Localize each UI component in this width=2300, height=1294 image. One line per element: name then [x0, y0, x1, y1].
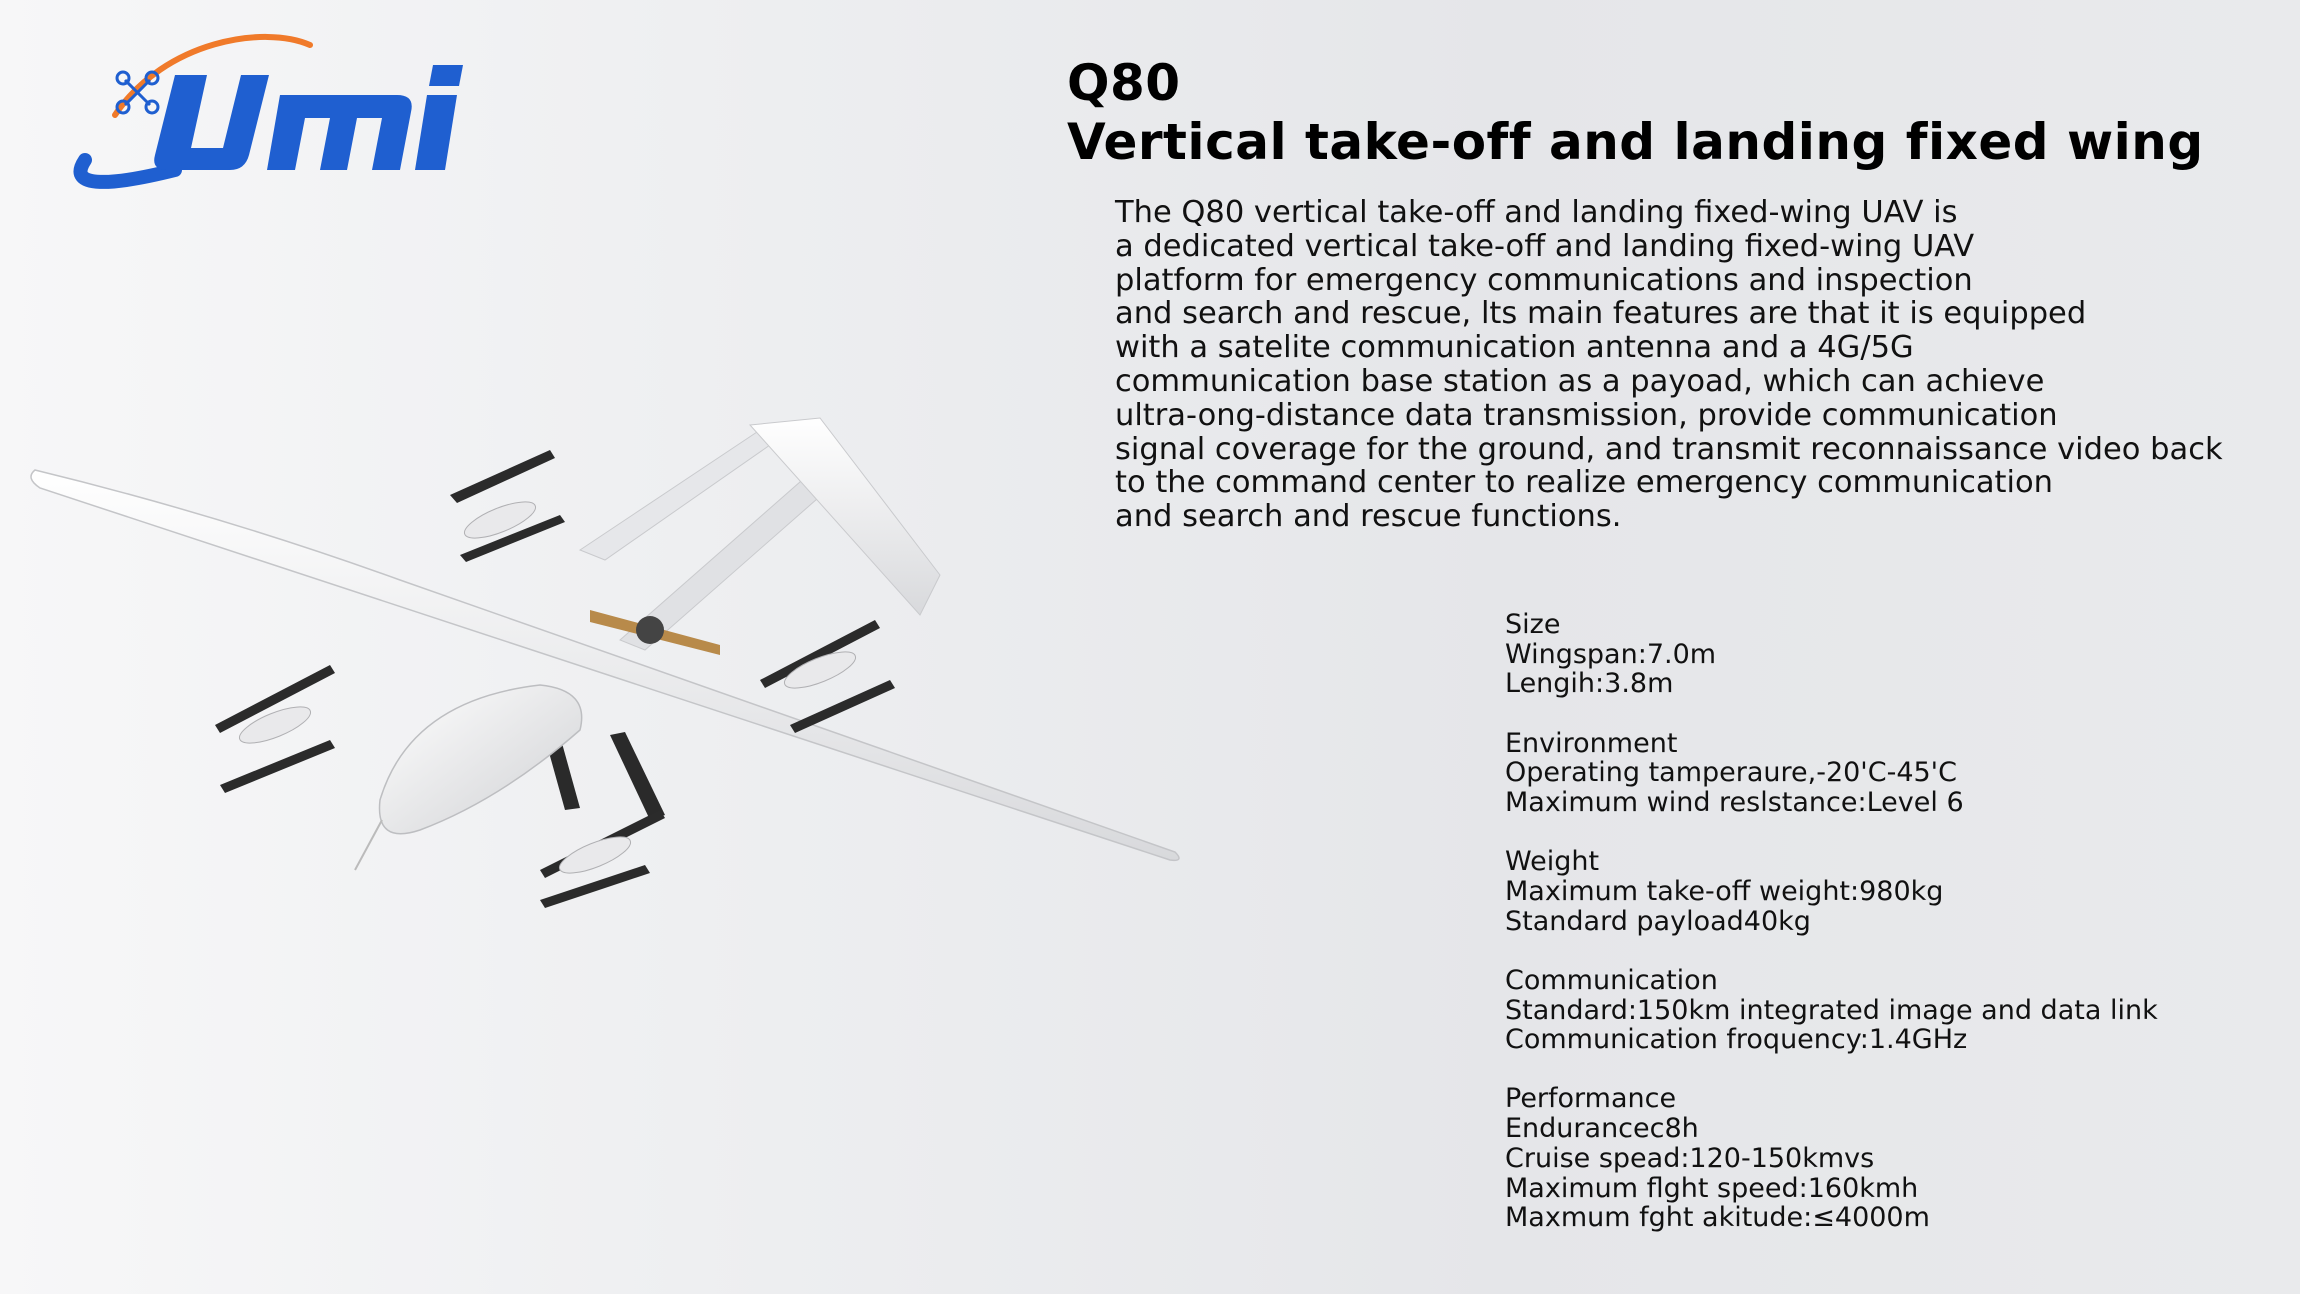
- description-line: a dedicated vertical take-off and landing fixed-wing UAV: [1115, 228, 1975, 264]
- spec-heading: Weight: [1505, 846, 1600, 878]
- spec-item: Cruise spead:120-150kmvs: [1505, 1142, 1875, 1174]
- spec-item: Communication froquency:1.4GHz: [1505, 1024, 1968, 1056]
- description-line: ultra-ong-distance data transmission, provide communication: [1115, 397, 2058, 433]
- product-model: Q80: [1067, 54, 1181, 112]
- spec-group-size: [1505, 610, 2265, 699]
- description-line: platform for emergency communications and inspection: [1115, 262, 1973, 298]
- spec-item: Maxmum fght akitude:≤4000m: [1505, 1202, 1930, 1234]
- description-line: signal coverage for the ground, and transmit reconnaissance video back: [1115, 431, 2223, 467]
- spec-item: Standard:150km integrated image and data link: [1505, 994, 2158, 1026]
- spec-item: Wingspan:7.0m: [1505, 638, 1717, 670]
- spec-item: Operating tamperaure,-20'C-45'C: [1505, 757, 1957, 789]
- description-line: and search and rescue functions.: [1115, 499, 1622, 535]
- spec-item: Maximum wind reslstance:Level 6: [1505, 787, 1964, 819]
- spec-group-weight: [1505, 847, 2265, 936]
- spec-group-performance: [1505, 1084, 2265, 1233]
- title-block: [1067, 55, 2267, 173]
- logo-letter-i-dot-icon: [429, 65, 463, 86]
- spec-heading: Performance: [1505, 1083, 1677, 1115]
- logo-letter-m-icon: [267, 95, 412, 170]
- spec-item: Maximum take-off weight:980kg: [1505, 875, 1944, 907]
- product-title: Vertical take-off and landing fixed wing: [1067, 113, 2204, 171]
- product-image: [20, 400, 1190, 940]
- spec-item: Endurancec8h: [1505, 1113, 1699, 1145]
- vtol-fixed-wing-uav-icon: [20, 400, 1190, 940]
- description-line: with a satelite communication antenna and a 4G/5G: [1115, 330, 1914, 366]
- spec-heading: Size: [1505, 609, 1561, 640]
- description-line: communication base station as a payoad, which can achieve: [1115, 363, 2045, 399]
- brand-logo-graphic: [55, 20, 535, 200]
- product-description: [1115, 196, 2285, 534]
- brand-logo: [55, 20, 535, 200]
- description-line: to the command center to realize emergency communication: [1115, 465, 2053, 501]
- spec-item: Lengih:3.8m: [1505, 668, 1674, 700]
- logo-letter-i-icon: [415, 95, 457, 170]
- spec-item: Maximum flght speed:160kmh: [1505, 1172, 1919, 1204]
- spec-item: Standard payload40kg: [1505, 905, 1811, 937]
- spec-group-communication: [1505, 966, 2265, 1055]
- spec-heading: Environment: [1505, 727, 1678, 759]
- description-line: The Q80 vertical take-off and landing fixed-wing UAV is: [1115, 195, 1958, 230]
- description-line: and search and rescue, lts main features are that it is equipped: [1115, 296, 2087, 332]
- spec-group-environment: [1505, 729, 2265, 818]
- logo-letter-u-icon: [154, 75, 269, 170]
- spec-list: [1505, 610, 2265, 1262]
- spec-heading: Communication: [1505, 964, 1718, 996]
